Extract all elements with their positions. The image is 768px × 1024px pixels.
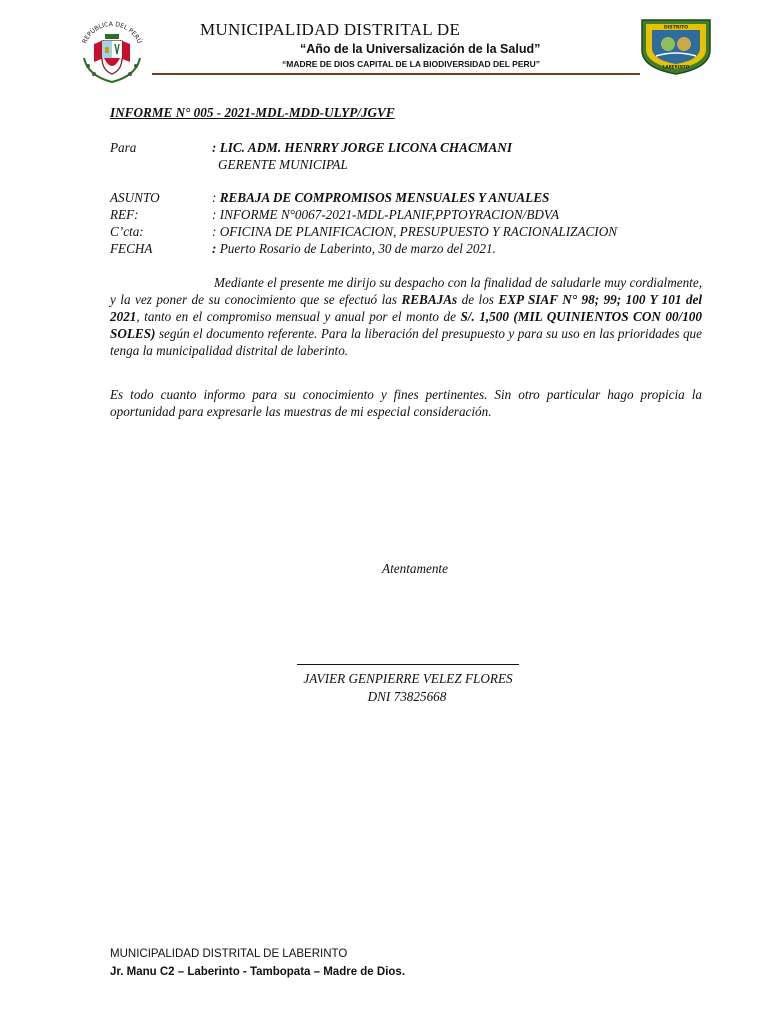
left-seal-text: REPÚBLICA DEL PERÚ — [81, 20, 143, 45]
closing-text: Atentamente — [382, 561, 448, 576]
peru-coat-of-arms-icon — [74, 14, 150, 86]
body1-part-c: de los — [457, 292, 499, 307]
fecha-separator: : — [212, 241, 220, 256]
right-seal-top-text: DISTRITO — [663, 25, 689, 31]
body1-part-a: Mediante el presente me dirijo su despacho con la finalidad de saludarle muy cordialmente, y la vez poner de su conocimiento que se efectuó las — [110, 275, 702, 307]
header-region-motto: “MADRE DE DIOS CAPITAL DE LA BIODIVERSIDAD DEL PERU” — [282, 59, 541, 69]
body1-exp-siaf: EXP SIAF N° 98; 99; 100 Y 101 del 2021 — [110, 292, 702, 324]
ccta-value: : OFICINA DE PLANIFICACION, PRESUPUESTO Y RACIONALIZACION — [212, 224, 618, 239]
para-label: Para — [110, 140, 137, 155]
para-role: GERENTE MUNICIPAL — [218, 157, 348, 172]
asunto-separator: : — [212, 190, 220, 205]
ref-value: : INFORME N°0067-2021-MDL-PLANIF,PPTOYRACION/BDVA — [212, 207, 560, 222]
para-name: : LIC. ADM. HENRRY JORGE LICONA CHACMANI — [212, 140, 512, 155]
signer-dni: DNI 73825668 — [367, 689, 447, 704]
signature-line — [297, 664, 519, 665]
ccta-label: C’cta: — [110, 224, 144, 239]
body1-rebajas: REBAJAs — [401, 292, 458, 307]
body1-part-g: según el documento referente. Para la liberación del presupuesto y para su uso en las prioridades que tenga la municipalidad distrital de laberinto. — [110, 326, 702, 358]
asunto-value-wrap — [212, 189, 549, 206]
body-paragraph-1 — [110, 274, 702, 359]
signer-name: JAVIER GENPIERRE VELEZ FLORES — [303, 671, 513, 686]
asunto-label: ASUNTO — [110, 190, 160, 205]
body-paragraph-2: Es todo cuanto informo para su conocimiento y fines pertinentes. Sin otro particular hago propicia la oportunidad para expresarle las muestras de mi especial consideración. — [110, 387, 702, 419]
body1-part-e: , tanto en el compromiso mensual y anual por el monto de — [136, 309, 461, 324]
ref-label: REF: — [110, 207, 139, 222]
header-rule — [152, 73, 640, 75]
fecha-label: FECHA — [110, 241, 153, 256]
body1-amount: S/. 1,500 (MIL QUINIENTOS CON 00/100 SOLES) — [110, 309, 702, 341]
header-year-motto: “Año de la Universalización de la Salud” — [300, 42, 541, 56]
asunto-value: REBAJA DE COMPROMISOS MENSUALES Y ANUALES — [219, 190, 550, 205]
footer-line-1: MUNICIPALIDAD DISTRITAL DE LABERINTO — [110, 948, 348, 960]
document-title: INFORME N° 005 - 2021-MDL-MDD-ULYP/JGVF — [110, 105, 395, 120]
district-seal-icon — [636, 14, 716, 76]
footer-line-2: Jr. Manu C2 – Laberinto - Tambopata – Madre de Dios. — [110, 966, 406, 978]
fecha-value-wrap — [212, 240, 496, 257]
right-seal-bottom-text: LABERINTO — [662, 64, 690, 70]
header-title: MUNICIPALIDAD DISTRITAL DE — [200, 20, 461, 39]
fecha-value: Puerto Rosario de Laberinto, 30 de marzo del 2021. — [219, 241, 496, 256]
